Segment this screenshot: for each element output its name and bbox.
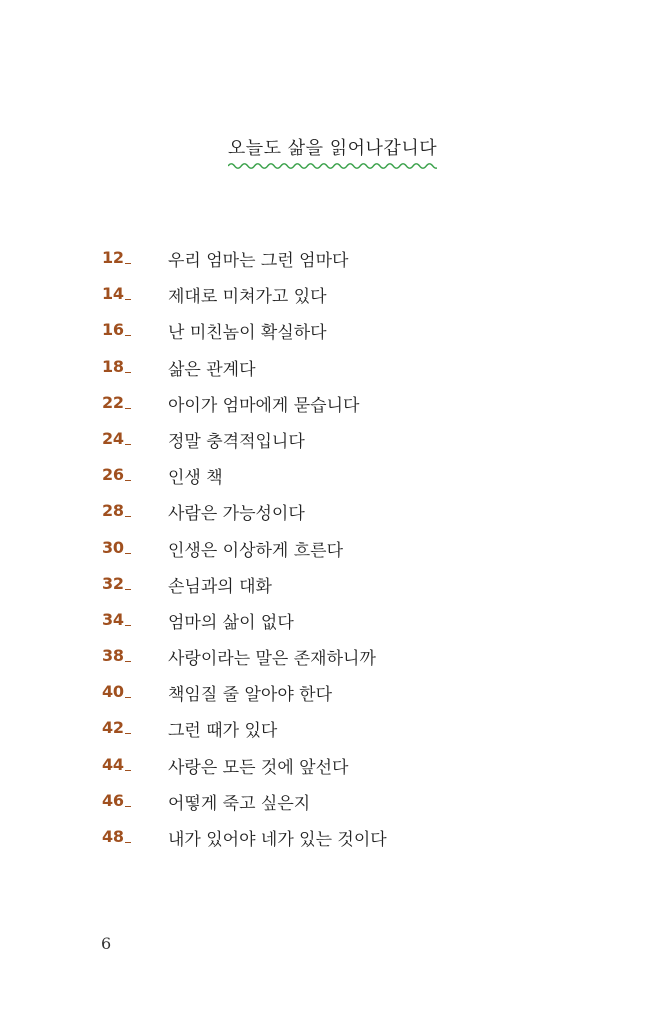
toc-entry[interactable]: [0, 672, 665, 708]
toc-page-number: 38: [102, 646, 131, 665]
toc-page-number: 16: [102, 320, 131, 339]
toc-entry-title: 삶은 관계다: [168, 359, 256, 380]
toc-entry-title: 인생은 이상하게 흐른다: [168, 540, 344, 561]
toc-page-number: 28: [102, 501, 131, 520]
toc-entry-title: 난 미친놈이 확실하다: [168, 323, 327, 344]
toc-entry[interactable]: [0, 274, 665, 310]
toc-entry[interactable]: [0, 708, 665, 744]
toc-entry-title: 아이가 엄마에게 묻습니다: [168, 395, 360, 416]
toc-page-number: 24: [102, 429, 131, 448]
toc-entry-title: 엄마의 삶이 없다: [168, 612, 294, 633]
toc-entry-title: 사랑이라는 말은 존재하니까: [168, 649, 376, 670]
toc-entry[interactable]: [0, 383, 665, 419]
toc-entry-title: 우리 엄마는 그런 엄마다: [168, 251, 349, 271]
toc-page-number: 34: [102, 610, 131, 629]
toc-entry-title: 제대로 미쳐가고 있다: [168, 287, 327, 308]
toc-entry-title: 그런 때가 있다: [168, 721, 278, 742]
toc-entry[interactable]: [0, 745, 665, 781]
toc-entry[interactable]: [0, 347, 665, 383]
toc-page-number: 12: [102, 248, 131, 267]
section-header: [0, 134, 665, 168]
wavy-underline: [228, 162, 437, 170]
toc-entry[interactable]: [0, 564, 665, 600]
table-of-contents: [0, 238, 665, 853]
toc-entry[interactable]: [0, 636, 665, 672]
toc-entry[interactable]: [0, 817, 665, 853]
toc-entry[interactable]: [0, 600, 665, 636]
section-title: 오늘도 삶을 읽어나갑니다: [227, 138, 438, 159]
toc-page-number: 14: [102, 284, 131, 303]
section-title-container: [228, 134, 437, 168]
toc-entry[interactable]: [0, 781, 665, 817]
toc-page-number: 32: [102, 574, 131, 593]
toc-page-number: 18: [102, 357, 131, 376]
toc-page-number: 46: [102, 791, 131, 810]
toc-entry[interactable]: [0, 528, 665, 564]
toc-entry[interactable]: [0, 491, 665, 527]
toc-entry-title: 책임질 줄 알아야 한다: [168, 685, 333, 706]
toc-entry-title: 손님과의 대화: [168, 576, 272, 597]
toc-entry-title: 사랑은 모든 것에 앞선다: [168, 757, 349, 778]
toc-page-number: 40: [102, 682, 131, 701]
toc-page-number: 30: [102, 538, 131, 557]
toc-entry[interactable]: [0, 455, 665, 491]
toc-page-number: 26: [102, 465, 131, 484]
toc-entry-title: 내가 있어야 네가 있는 것이다: [168, 830, 387, 850]
toc-page-number: 48: [102, 827, 131, 846]
toc-page-number: 44: [102, 755, 131, 774]
toc-entry[interactable]: [0, 238, 665, 274]
toc-page-number: 42: [102, 718, 131, 737]
toc-entry[interactable]: [0, 310, 665, 346]
toc-entry-title: 어떻게 죽고 싶은지: [168, 793, 311, 814]
toc-entry-title: 인생 책: [168, 468, 223, 489]
toc-entry[interactable]: [0, 419, 665, 455]
page-number: 6: [101, 934, 112, 953]
toc-page-number: 22: [102, 393, 131, 412]
toc-entry-title: 사람은 가능성이다: [168, 504, 305, 525]
toc-entry-title: 정말 충격적입니다: [168, 431, 305, 452]
